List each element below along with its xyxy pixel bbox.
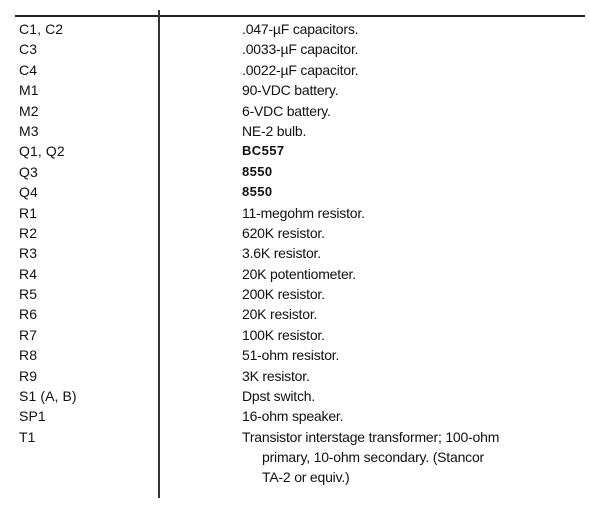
part-ref: Q4 xyxy=(19,184,38,201)
part-desc: 90-VDC battery. xyxy=(242,82,339,99)
table-row xyxy=(0,264,590,284)
part-desc: 200K resistor. xyxy=(242,286,325,303)
table-row xyxy=(0,60,590,80)
part-desc: 16-ohm speaker. xyxy=(242,408,344,425)
part-desc: 8550 xyxy=(242,163,273,179)
part-desc: 100K resistor. xyxy=(242,326,325,343)
table-row xyxy=(0,366,590,386)
table-row xyxy=(0,427,590,497)
table-row xyxy=(0,284,590,304)
table-row xyxy=(0,386,590,406)
part-desc: BC557 xyxy=(242,143,285,159)
part-desc: .0033-µF capacitor. xyxy=(242,41,359,58)
part-desc: 20K potentiometer. xyxy=(242,265,356,282)
part-ref: Q1, Q2 xyxy=(19,143,65,160)
part-desc: NE-2 bulb. xyxy=(242,122,307,139)
part-ref: C3 xyxy=(19,41,38,58)
table-row xyxy=(0,304,590,324)
table-row xyxy=(0,121,590,141)
table-row xyxy=(0,182,590,202)
part-ref: R7 xyxy=(19,326,38,343)
part-ref: SP1 xyxy=(19,408,46,425)
part-ref: R4 xyxy=(19,265,38,282)
table-row xyxy=(0,345,590,365)
part-desc-line: TA-2 or equiv.) xyxy=(262,468,350,485)
part-desc: .0022-µF capacitor. xyxy=(242,61,359,78)
part-desc: 620K resistor. xyxy=(242,224,325,241)
table-row xyxy=(0,325,590,345)
table-row xyxy=(0,243,590,263)
table-row xyxy=(0,39,590,59)
part-ref: R9 xyxy=(19,367,38,384)
part-ref: R8 xyxy=(19,347,38,364)
top-rule xyxy=(15,15,585,17)
part-desc-line: primary, 10-ohm secondary. (Stancor xyxy=(262,448,485,465)
part-ref: M3 xyxy=(19,122,39,139)
part-ref: M1 xyxy=(19,82,39,99)
part-ref: R1 xyxy=(19,204,38,221)
part-ref: Q3 xyxy=(19,163,38,180)
table-row xyxy=(0,203,590,223)
part-ref: R2 xyxy=(19,224,38,241)
part-ref: S1 (A, B) xyxy=(19,388,77,405)
part-ref: R5 xyxy=(19,286,38,303)
part-desc: Dpst switch. xyxy=(242,388,316,405)
part-ref: R3 xyxy=(19,245,38,262)
table-row xyxy=(0,223,590,243)
part-desc: 8550 xyxy=(242,184,273,200)
part-ref: C4 xyxy=(19,61,38,78)
part-desc: 6-VDC battery. xyxy=(242,102,331,119)
parts-table xyxy=(0,19,590,497)
part-desc-line: Transistor interstage transformer; 100-ohm xyxy=(242,428,500,445)
part-desc: .047-µF capacitors. xyxy=(242,21,359,37)
part-desc: 11-megohm resistor. xyxy=(242,204,365,221)
part-desc: 3K resistor. xyxy=(242,367,310,384)
part-desc: 20K resistor. xyxy=(242,306,318,323)
part-desc: 3.6K resistor. xyxy=(242,245,321,262)
table-row xyxy=(0,406,590,426)
table-row xyxy=(0,141,590,161)
table-row xyxy=(0,101,590,121)
part-ref: C1, C2 xyxy=(19,21,64,37)
part-ref: M2 xyxy=(19,102,39,119)
table-row xyxy=(0,19,590,39)
part-ref: T1 xyxy=(19,428,36,445)
table-row xyxy=(0,80,590,100)
part-desc: 51-ohm resistor. xyxy=(242,347,340,364)
part-ref: R6 xyxy=(19,306,38,323)
table-row xyxy=(0,162,590,182)
part-desc xyxy=(242,427,499,487)
